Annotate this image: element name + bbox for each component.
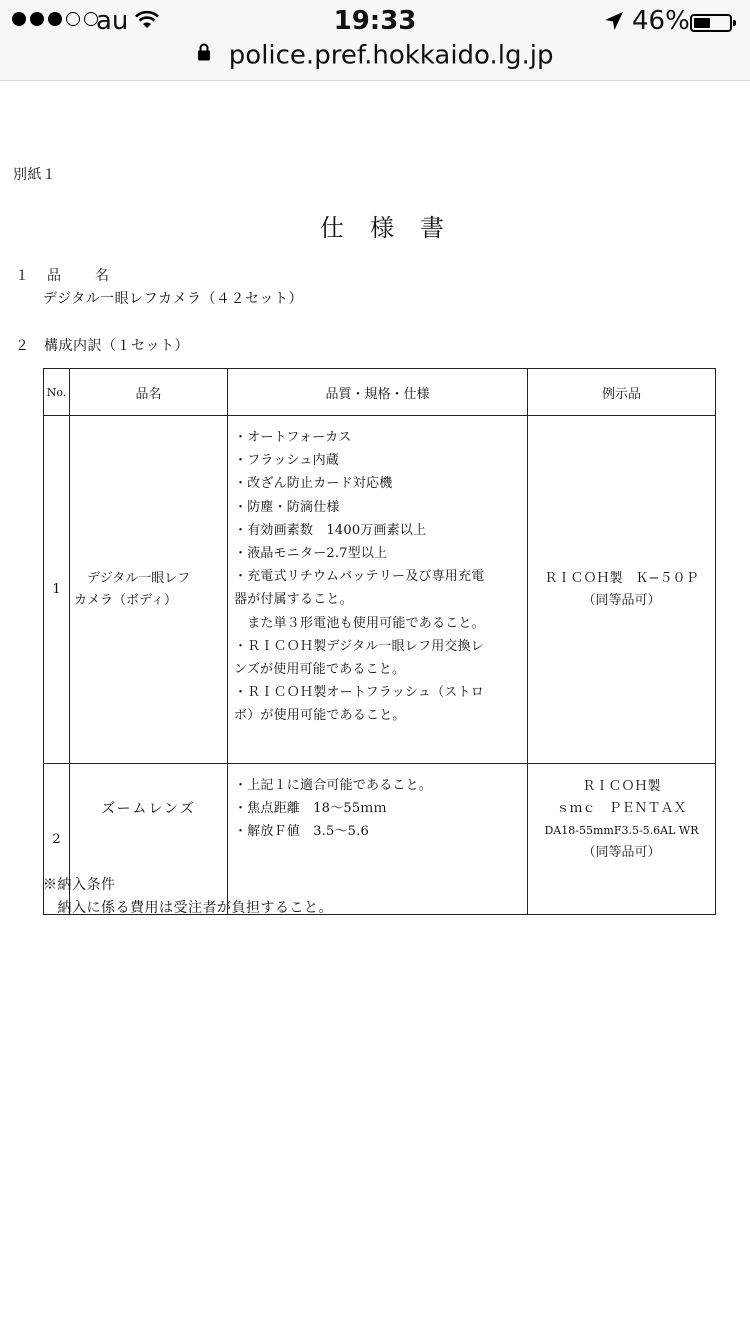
spec-line: ・防塵・防滴仕様 bbox=[234, 499, 340, 515]
spec-line: ンズが使用可能であること。 bbox=[234, 662, 406, 678]
lock-icon bbox=[197, 38, 211, 68]
header-spec: 品質・規格・仕様 bbox=[228, 369, 528, 416]
spec-line: ボ）が使用可能であること。 bbox=[234, 708, 406, 724]
header-name: 品名 bbox=[70, 369, 228, 416]
example-line: ｓｍｃ ＰＥＮＴＡＸ bbox=[556, 801, 687, 816]
table-row bbox=[44, 416, 716, 764]
example-line: （同等品可） bbox=[582, 845, 661, 860]
section1-label: １ 品 名 bbox=[15, 268, 111, 284]
header-no: No. bbox=[44, 369, 70, 416]
row-spec-list bbox=[228, 764, 528, 915]
spec-line: ・ＲＩＣＯＨ製デジタル一眼レフ用交換レ bbox=[234, 638, 485, 654]
spec-line: ・フラッシュ内蔵 bbox=[234, 453, 340, 469]
spec-line: ・改ざん防止カード対応機 bbox=[234, 476, 393, 492]
spec-line: ・液晶モニター2.7型以上 bbox=[234, 546, 388, 562]
example-line: ＲＩＣＯＨ製 Ｋ−５０Ｐ bbox=[544, 570, 699, 586]
status-bar bbox=[0, 0, 750, 81]
example-line: DA18-55mmF3.5-5.6AL WR bbox=[544, 824, 699, 837]
delivery-content: 納入に係る費用は受注者が負担すること。 bbox=[43, 900, 333, 916]
battery-icon bbox=[690, 14, 732, 32]
row-example-product bbox=[528, 764, 716, 915]
spec-line: ・上記１に適合可能であること。 bbox=[234, 778, 433, 793]
row-product-name bbox=[70, 416, 228, 764]
location-arrow-icon bbox=[603, 10, 625, 36]
header-example: 例示品 bbox=[528, 369, 716, 416]
document-title: 仕様書 bbox=[320, 214, 470, 242]
delivery-label: ※納入条件 bbox=[43, 877, 116, 893]
table-header-row bbox=[44, 369, 716, 416]
address-bar[interactable] bbox=[0, 40, 750, 76]
clock-time: 19:33 bbox=[333, 6, 417, 36]
row-no: 1 bbox=[44, 416, 70, 764]
spec-line: ・焦点距離 18〜55ｍｍ bbox=[234, 801, 387, 817]
name-line: カメラ（ボディ） bbox=[74, 592, 177, 608]
table-row bbox=[44, 764, 716, 915]
example-line: ＲＩＣＯＨ製 bbox=[582, 779, 700, 794]
section2-label: ２ 構成内訳（１セット） bbox=[15, 338, 189, 354]
name-line: デジタル一眼レフ bbox=[74, 570, 191, 586]
row-spec-list bbox=[228, 416, 528, 764]
spec-table bbox=[43, 368, 716, 915]
spec-line: ・オートフォーカス bbox=[234, 430, 352, 445]
url-text: police.pref.hokkaido.lg.jp bbox=[228, 40, 554, 71]
row-no: 2 bbox=[44, 764, 70, 915]
annex-label: 別紙１ bbox=[13, 167, 57, 183]
spec-line: ・ＲＩＣＯＨ製オートフラッシュ（ストロ bbox=[234, 685, 484, 701]
spec-line: また単３形電池も使用可能であること。 bbox=[234, 615, 485, 631]
row-example-product bbox=[528, 416, 716, 764]
battery-percentage: 46% bbox=[632, 6, 690, 36]
spec-line: ・有効画素数 1400万画素以上 bbox=[234, 522, 427, 538]
section1-content: デジタル一眼レフカメラ（４２セット） bbox=[43, 291, 304, 307]
spec-line: ・解放Ｆ値 3.5〜5.6 bbox=[234, 824, 369, 840]
spec-line: ・充電式リチウムバッテリー及び専用充電 bbox=[234, 569, 485, 585]
row-product-name: ズームレンズ bbox=[70, 764, 228, 915]
example-line: （同等品可） bbox=[582, 592, 661, 608]
carrier-name: au bbox=[96, 6, 129, 36]
spec-line: 器が付属すること。 bbox=[234, 592, 353, 608]
